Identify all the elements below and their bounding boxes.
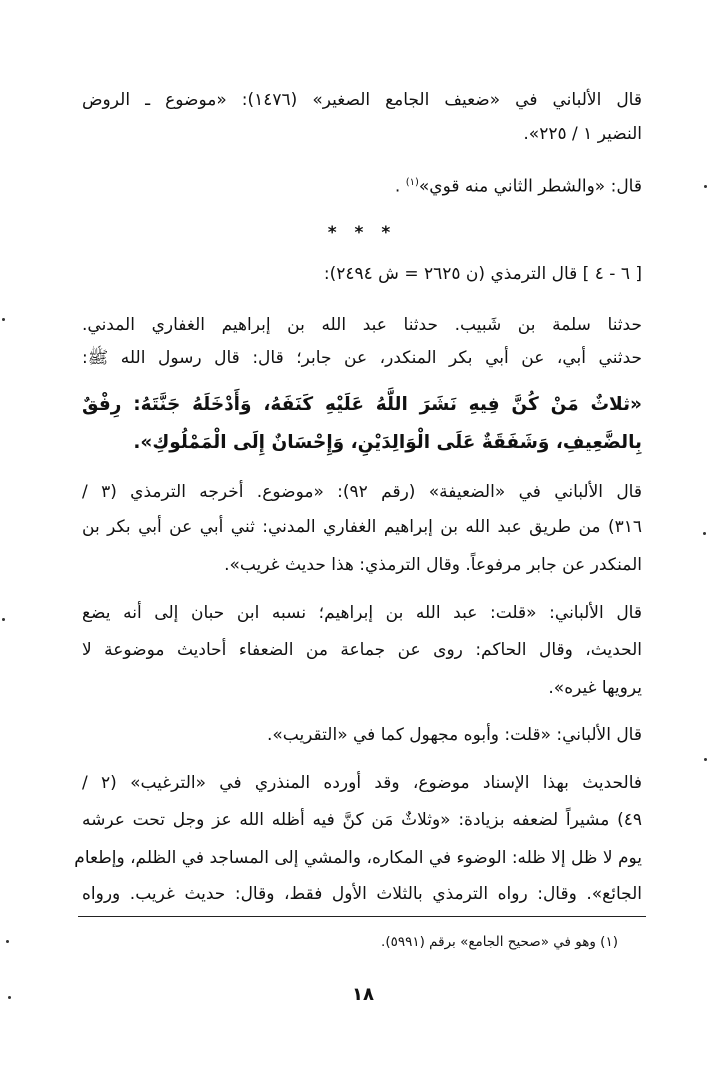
text-line: يرويها غيره». [548,678,642,698]
text-line: قال: «والشطر الثاني منه قوي»$^{(١)}$ . [394,176,642,197]
text-line: حدثني أبي، عن أبي بكر المنكدر، عن جابر؛ قال: قال رسول الله ﷺ: [82,348,642,368]
text-line: المنكدر عن جابر مرفوعاً. وقال الترمذي: هذا حديث غريب». [224,555,642,575]
section-separator: * * * [327,223,397,243]
quote-text: قال: «والشطر الثاني منه قوي» [418,176,642,197]
text-line: الجائع». وقال: رواه الترمذي بالثلاث الأول فقط، وقال: حديث غريب. ورواه [82,884,642,904]
text-line: الحديث، وقال الحاكم: روى عن جماعة من الضعفاء أحاديث موضوعة لا [82,640,642,660]
text-line: قال الألباني: «قلت: وأبوه مجهول كما في «التقريب». [266,725,642,745]
hadith-text: «ثلاثٌ مَنْ كُنَّ فِيهِ نَشَرَ اللَّهُ عَلَيْهِ كَنَفَهُ، وَأَدْخَلَهُ جَنَّتَهُ: رِفْقٌ [82,394,642,415]
footnote: (١) وهو في «صحيح الجامع» برقم (٥٩٩١). [381,934,618,950]
scan-speck [2,318,5,321]
scan-speck [704,185,707,188]
text-line: النضير ١ / ٢٢٥». [523,124,642,144]
text-line: قال الألباني في «ضعيف الجامع الصغير» (١٤٧٦): «موضوع ـ الروض [82,90,642,110]
text-line: ٤٩) مشيراً لضعفه بزيادة: «وثلاثٌ مَن كنَّ فيه أظله الله عز وجل تحت عرشه [82,810,642,830]
hadith-text: بِالضَّعِيفِ، وَشَفَقَةٌ عَلَى الْوَالِدَيْنِ، وَإِحْسَانٌ إِلَى الْمَمْلُوكِ». [133,432,642,453]
text-line: يوم لا ظل إلا ظله: الوضوء في المكاره، والمشي إلى المساجد في الظلم، وإطعام [74,848,642,868]
footnote-reference: (١) [405,177,419,188]
page-number: ١٨ [352,984,374,1005]
text-line: فالحديث بهذا الإسناد موضوع، وقد أورده المنذري في «الترغيب» (٢ / [82,773,642,793]
scan-speck [704,758,707,761]
scan-speck [703,532,706,535]
footnote-divider [78,916,646,917]
text-line: قال الألباني: «قلت: عبد الله بن إبراهيم؛ نسبه ابن حبان إلى أنه يضع [82,603,642,623]
text-line: حدثنا سلمة بن شَبيب. حدثنا عبد الله بن إبراهيم الغفاري المدني. [82,315,642,335]
hadith-heading: [ ٦ - ٤ ] قال الترمذي (ن ٢٦٢٥ = ش ٢٤٩٤): [323,264,642,284]
scan-speck [2,618,5,621]
text-line: قال الألباني في «الضعيفة» (رقم ٩٢): «موضوع. أخرجه الترمذي (٣ / [82,482,642,502]
scan-speck [6,940,9,943]
text-line: ٣١٦) من طريق عبد الله بن إبراهيم الغفاري المدني: ثني أبي عن أبي بكر بن [82,517,642,537]
scan-speck [8,996,11,999]
